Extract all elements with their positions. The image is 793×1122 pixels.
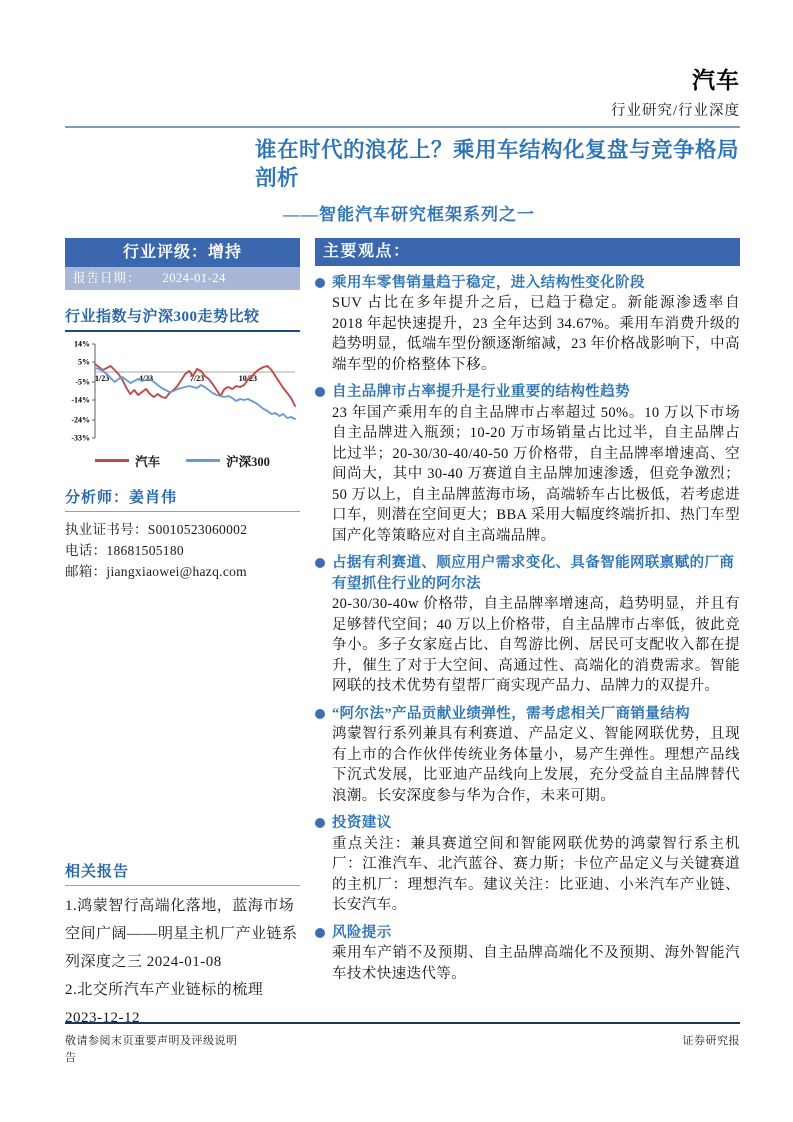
key-views-banner: 主要观点： (315, 238, 740, 266)
legend-item-csi300 (186, 452, 270, 470)
section-risk-notice (315, 923, 740, 985)
line-chart (65, 338, 300, 450)
section-domestic-share (315, 382, 740, 546)
related-report-item: 1.鸿蒙智行高端化落地，蓝海市场空间广阔——明星主机厂产业链系列深度之三 2024-01-08 (65, 897, 298, 970)
bullet-icon (315, 928, 325, 938)
page-title: 谁在时代的浪花上？乘用车结构化复盘与竞争格局剖析 (255, 138, 740, 191)
section-body: 鸿蒙智行系列兼具有利赛道、产品定义、智能网联优势，且现有上市的合作伙伴传统业务体量小，易产生弹性。理想产品线下沉式发展，比亚迪产品线向上发展，充分受益自主品牌替代浪潮。长安深度参与华为合作，未来可期。 (332, 726, 740, 804)
bullet-icon (315, 387, 325, 397)
section-heading: 乘用车零售销量趋于稳定，进入结构性变化阶段 (332, 274, 645, 291)
section-heading: 自主品牌市占率提升是行业重要的结构性趋势 (332, 384, 630, 401)
industry-label: 汽车 (692, 68, 740, 93)
svg-text:1/23: 1/23 (95, 373, 110, 383)
svg-text:-5%: -5% (75, 377, 90, 387)
report-date-bar (65, 267, 300, 290)
svg-text:-33%: -33% (71, 433, 90, 443)
related-report-item: 2.北交所汽车产业链标的梳理 2023-12-12 (65, 981, 264, 1026)
bullet-icon (315, 709, 325, 719)
section-alpha-makers (315, 553, 740, 697)
svg-text:5%: 5% (78, 357, 90, 367)
main-content (315, 238, 740, 1032)
report-type-label: 行业研究/行业深度 (610, 103, 740, 119)
bullet-icon (315, 278, 325, 288)
legend-label-auto: 汽车 (135, 454, 161, 469)
legend-label-csi300: 沪深300 (226, 454, 270, 469)
section-heading: 投资建议 (332, 815, 392, 832)
footer-doc-type: 证券研究报 (682, 1035, 740, 1047)
section-retail-trend (315, 273, 740, 376)
svg-text:7/23: 7/23 (189, 373, 205, 383)
chart-title: 行业指数与沪深300走势比较 (65, 305, 300, 332)
masthead-divider (65, 126, 740, 128)
auto-line-swatch-icon (95, 459, 129, 462)
section-body: 重点关注：兼具赛道空间和智能网联优势的鸿蒙智行系主机厂：江淮汽车、北汽蓝谷、赛力斯；卡位产品定义与关键赛道的主机厂：理想汽车。建议关注：比亚迪、小米汽车产业链、长安汽车。 (332, 835, 740, 914)
csi300-line-swatch-icon (186, 459, 220, 462)
section-body: 乘用车产销不及预期、自主品牌高端化不及预期、海外智能汽车技术快速迭代等。 (332, 945, 740, 982)
report-date-label: 报告日期： (73, 270, 141, 285)
legend-item-auto (95, 452, 160, 470)
masthead (65, 62, 740, 120)
bullet-icon (315, 818, 325, 828)
section-alpha-products (315, 704, 740, 807)
section-heading: “阿尔法”产品贡献业绩弹性，需考虑相关厂商销量结构 (332, 705, 690, 722)
svg-text:-24%: -24% (71, 415, 90, 425)
svg-text:-14%: -14% (71, 395, 90, 405)
section-body: 23 年国产乘用车的自主品牌市占率超过 50%。10 万以下市场自主品牌进入瓶颈；10-20 万市场销量占比过半，自主品牌占比过半；20-30/30-40/40-50 万价格带，自主品牌率增速高、空间尚大，其中 30-40 万赛道自主品牌加速渗透，但竞争激烈；50 万以上，自主品牌蓝海市场，高端轿车占比极低，若考虑进口车，则潜在空间更大；BBA 采用大幅度终端折扣、热门车型国产化等策略应对自主高端品牌。 (332, 404, 740, 544)
section-body: SUV 占比在多年提升之后，已趋于稳定。新能源渗透率自 2018 年起快速提升，23 全年达到 34.67%。乘用车消费升级的趋势明显，低端车型份额逐渐缩减，23 年价格战影响下，中高端车型的价格整体下移。 (332, 295, 740, 373)
footer-disclaimer: 敬请参阅末页重要声明及评级说明告 (65, 1035, 238, 1064)
svg-text:14%: 14% (74, 339, 90, 349)
analyst-block (65, 486, 300, 582)
page-footer (65, 1022, 740, 1067)
analyst-phone: 电话：18681505180 (65, 542, 184, 558)
section-heading: 风险提示 (332, 924, 392, 941)
bullet-icon (315, 558, 325, 568)
chart-legend (65, 452, 300, 470)
sidebar (65, 238, 300, 1032)
related-reports-heading: 相关报告 (65, 860, 300, 886)
analyst-email: 邮箱：jiangxiaowei@hazq.com (65, 563, 247, 579)
title-block (255, 136, 740, 225)
analyst-name: 分析师：姜肖伟 (65, 486, 300, 512)
svg-text:4/23: 4/23 (138, 373, 154, 383)
section-heading: 占据有利赛道、顺应用户需求变化、具备智能网联禀赋的厂商有望抓住行业的阿尔法 (332, 555, 735, 592)
section-investment-advice (315, 813, 740, 916)
related-reports (65, 860, 300, 1032)
analyst-cert: 执业证书号：S0010523060002 (65, 521, 248, 537)
section-body: 20-30/30-40w 价格带，自主品牌率增速高，趋势明显，并且有足够替代空间；40 万以上价格带，自主品牌市占率低，彼此竞争小。多子女家庭占比、自驾游比例、居民可支配收入都在提升，催生了对于大空间、高通过性、高端化的消费需求。智能网联的技术优势有望帮厂商实现产品力、品牌力的双提升。 (332, 596, 740, 695)
report-date-value: 2024-01-24 (162, 270, 226, 285)
svg-text:10/23: 10/23 (238, 373, 258, 383)
rating-banner: 行业评级：增持 (65, 238, 300, 267)
index-comparison-chart (65, 305, 300, 470)
page-subtitle: ——智能汽车研究框架系列之一 (283, 204, 535, 224)
